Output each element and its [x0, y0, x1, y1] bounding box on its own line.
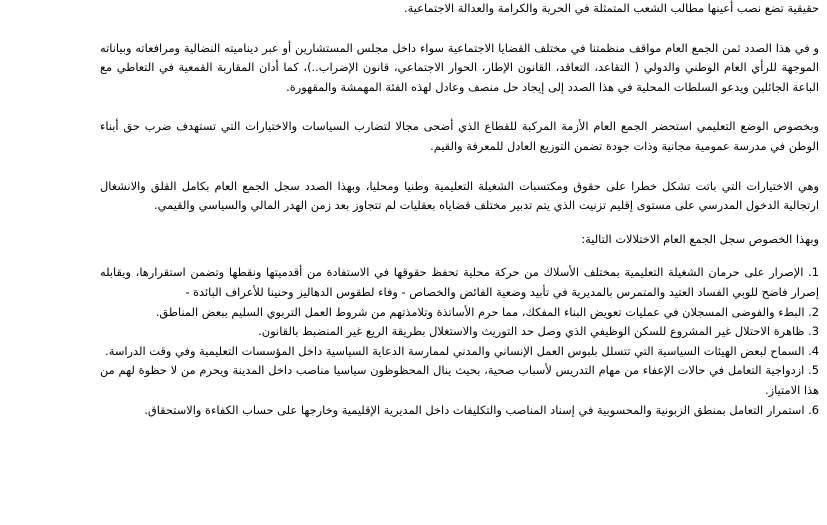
list-item-text: الإصرار على حرمان الشغيلة التعليمية بمختلف الأسلاك من حركة محلية تحفظ حقوقها في الاستفادة من أقدميتها ونقطها وتضمن استقرارها، ويقابله إصرار فاضح للوبي الفساد العتيد والمتمرس بالمديرية في تأبيد وضعية الفائض والخصاص - وفاء لطقوس الدهاليز وحنينا للأعراف البائدة - [100, 265, 819, 299]
spacer [100, 19, 819, 39]
imbalances-list [100, 263, 819, 420]
list-item-text: السماح لبعض الهيئات السياسية التي تتسلل بلبوس العمل الإنساني والمدني لممارسة الدعاية السياسية داخل المؤسسات التعليمية وفي وقت الدراسة. [105, 343, 805, 358]
spacer [100, 216, 819, 230]
list-item-text: ظاهرة الاحتلال غير المشروع للسكن الوظيفي الذي وصل حد التوريث والاستغلال بطريقة الريع غير المنضبط بالقانون. [258, 324, 805, 339]
list-item [100, 303, 819, 323]
spacer [100, 157, 819, 177]
spacer [100, 97, 819, 117]
list-item [100, 342, 819, 362]
list-item-number: 6. [808, 402, 819, 417]
list-item-number: 4. [808, 343, 819, 358]
list-item [100, 263, 819, 302]
list-intro: وبهذا الخصوص سجل الجمع العام الاختلالات التالية: [581, 231, 819, 246]
list-item-text: استمرار التعامل بمنطق الزبونية والمحسوبية في إسناد المناصب والتكليفات داخل المديرية الإقليمية وخارجها على حساب الكفاءة والاستحقاق. [144, 402, 805, 417]
list-item-text: البطء والفوضى المسجلان في عمليات تعويض البناء المفكك، مما حرم الأساتذة وتلامذتهم من شروط العمل التربوي السليم ببعض المناطق. [155, 304, 805, 319]
paragraph-school-entry: وهي الاختيارات التي باتت تشكل خطرا على حقوق ومكتسبات الشغيلة التعليمية وطنيا ومحليا، وبهذا الصدد سجل الجمع العام بكامل القلق والانشغال ارتجالية الدخول المدرسي على مستوى إقليم تزنيت الذي يتم تدبير مختلف قضاياه بعقليات لم تتجاوز بعد زمن الهدر المالي والسياسي والقيمي. [100, 178, 819, 213]
list-item-number: 5. [808, 363, 819, 378]
document-body [100, 0, 819, 420]
list-item-number: 3. [808, 324, 819, 339]
list-item [100, 322, 819, 342]
paragraph-education-situation: وبخصوص الوضع التعليمي استحضر الجمع العام الأزمة المركبة للقطاع الذي أضحى مجالا لتضارب السياسات والاختيارات التي تستهدف ضرب حق أبناء الوطن في مدرسة عمومية مجانية وذات جودة تضمن التوزيع العادل للمعرفة والقيم. [100, 119, 819, 153]
paragraph-social-issues: و في هذا الصدد ثمن الجمع العام مواقف منظمتنا في مختلف القضايا الاجتماعية سواء داخل مجلس المستشارين أو عبر ديناميته النضالية ومرافعاته وبياناته الموجهة للرأي العام الوطني والدولي ( التقاعد، التعاقد، القانون الإطار، الحوار الاجتماعي، قانون الإضراب..)، كما أدان المقاربة القمعية في التعاطي مع الباعة الجائلين ويدعو السلطات المحلية في هذا الصدد إلى إيجاد حل منصف وعادل لهذه الفئة المهمشة والمقهورة. [100, 40, 819, 94]
spacer [100, 249, 819, 263]
list-item [100, 361, 819, 400]
list-item-number: 1. [808, 265, 819, 280]
list-item-number: 2. [808, 304, 819, 319]
list-item [100, 401, 819, 421]
list-item-text: ازدواجية التعامل في حالات الإعفاء من مهام التدريس لأسباب صحية، بحيث ينال المحظوظون سياسيا مناصب داخل المدينة ويحرم من لا حظوة لهم من هذا الامتياز. [100, 363, 819, 397]
intro-line: حقيقية تضع نصب أعينها مطالب الشعب المتمثلة في الحرية والكرامة والعدالة الاجتماعية. [404, 1, 819, 15]
